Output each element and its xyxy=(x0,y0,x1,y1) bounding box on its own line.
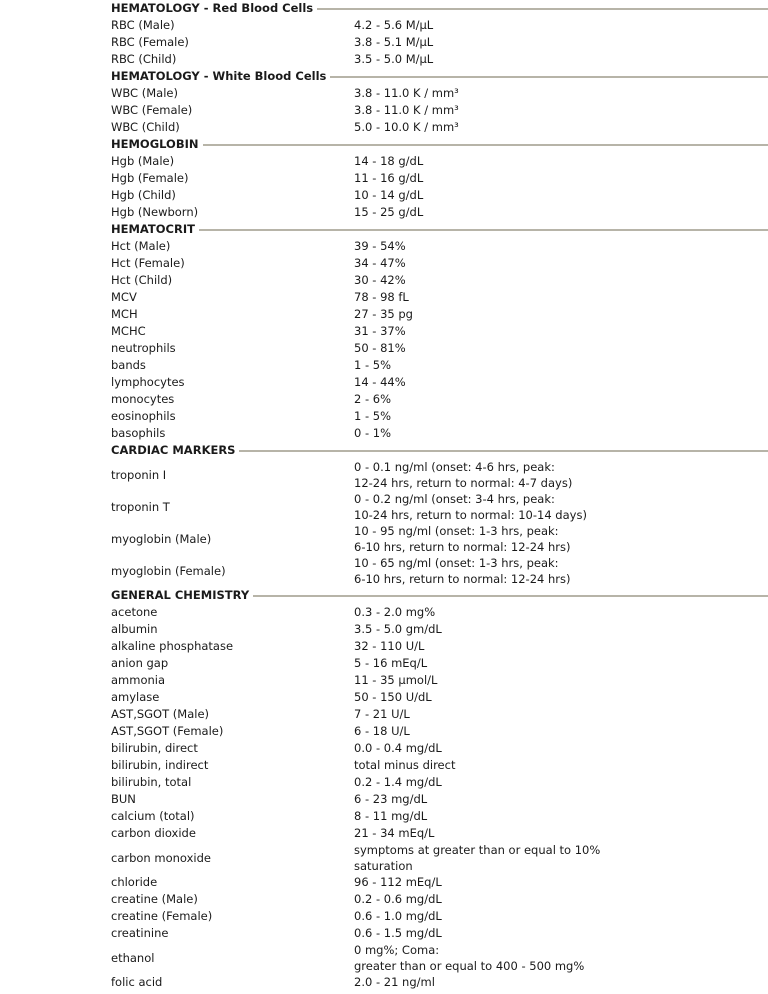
section-header-hematocrit xyxy=(111,221,768,238)
reference-range xyxy=(354,706,410,723)
test-name: troponin T xyxy=(111,500,170,514)
reference-range-line: 0.2 - 0.6 mg/dL xyxy=(354,892,442,906)
table-row xyxy=(111,255,768,272)
reference-range-line: 0.3 - 2.0 mg% xyxy=(354,605,436,619)
test-name: RBC (Male) xyxy=(111,18,175,32)
test-name: ethanol xyxy=(111,951,155,965)
test-name: Hgb (Male) xyxy=(111,154,175,168)
section-header-general-chemistry xyxy=(111,587,768,604)
reference-range-line: 5.0 - 10.0 K / mm³ xyxy=(354,120,459,134)
reference-range-line: 0.2 - 1.4 mg/dL xyxy=(354,775,442,789)
table-row xyxy=(111,408,768,425)
test-name: calcium (total) xyxy=(111,809,195,823)
reference-range xyxy=(354,272,406,289)
reference-range-line: 5 - 16 mEq/L xyxy=(354,656,428,670)
reference-range xyxy=(354,621,442,638)
table-row xyxy=(111,51,768,68)
section-divider xyxy=(111,229,768,231)
reference-range-line: 10-24 hrs, return to normal: 10-14 days) xyxy=(354,508,587,522)
table-row xyxy=(111,621,768,638)
table-row xyxy=(111,874,768,891)
table-row xyxy=(111,85,768,102)
table-row xyxy=(111,272,768,289)
reference-range-line: 30 - 42% xyxy=(354,273,406,287)
test-name: carbon monoxide xyxy=(111,851,211,865)
test-name: troponin I xyxy=(111,468,167,482)
section-header-hematology-red-blood-cells xyxy=(111,0,768,17)
table-row xyxy=(111,119,768,136)
reference-range-line: symptoms at greater than or equal to 10% xyxy=(354,843,601,857)
test-name: alkaline phosphatase xyxy=(111,639,234,653)
test-name: basophils xyxy=(111,426,166,440)
reference-range xyxy=(354,974,435,991)
test-name: MCH xyxy=(111,307,138,321)
reference-range xyxy=(354,925,442,942)
table-row xyxy=(111,306,768,323)
section-title: HEMOGLOBIN xyxy=(111,136,203,153)
reference-range xyxy=(354,891,442,908)
table-row xyxy=(111,391,768,408)
reference-range xyxy=(354,170,423,187)
reference-range-line: 7 - 21 U/L xyxy=(354,707,410,721)
test-name: Hgb (Female) xyxy=(111,171,189,185)
section-title: CARDIAC MARKERS xyxy=(111,442,239,459)
test-name: lymphocytes xyxy=(111,375,185,389)
table-row xyxy=(111,425,768,442)
reference-range xyxy=(354,102,459,119)
test-name: monocytes xyxy=(111,392,175,406)
test-name: folic acid xyxy=(111,975,163,989)
reference-range-line: 21 - 34 mEq/L xyxy=(354,826,435,840)
reference-range-line: 0.0 - 0.4 mg/dL xyxy=(354,741,442,755)
table-row xyxy=(111,974,768,991)
reference-range xyxy=(354,491,587,523)
reference-range-line: 12-24 hrs, return to normal: 4-7 days) xyxy=(354,476,573,490)
reference-range xyxy=(354,238,406,255)
reference-range-line: 14 - 44% xyxy=(354,375,406,389)
reference-range-line: 10 - 65 ng/ml (onset: 1-3 hrs, peak: xyxy=(354,556,559,570)
reference-range xyxy=(354,425,391,442)
table-row xyxy=(111,170,768,187)
table-row xyxy=(111,102,768,119)
table-row xyxy=(111,153,768,170)
reference-range xyxy=(354,523,570,555)
reference-range-line: 6 - 18 U/L xyxy=(354,724,410,738)
reference-range xyxy=(354,17,433,34)
reference-range-line: 0 - 0.2 ng/ml (onset: 3-4 hrs, peak: xyxy=(354,492,555,506)
reference-range xyxy=(354,391,391,408)
reference-range xyxy=(354,357,391,374)
reference-range xyxy=(354,340,406,357)
reference-range-line: 10 - 14 g/dL xyxy=(354,188,424,202)
table-row xyxy=(111,374,768,391)
section-title: HEMATOLOGY - Red Blood Cells xyxy=(111,0,317,17)
test-name: amylase xyxy=(111,690,160,704)
test-name: acetone xyxy=(111,605,158,619)
test-name: creatinine xyxy=(111,926,169,940)
test-name: neutrophils xyxy=(111,341,176,355)
test-name: AST,SGOT (Male) xyxy=(111,707,210,721)
table-row xyxy=(111,638,768,655)
test-name: Hgb (Newborn) xyxy=(111,205,199,219)
reference-range-line: 39 - 54% xyxy=(354,239,406,253)
table-row xyxy=(111,655,768,672)
reference-range-line: 2 - 6% xyxy=(354,392,392,406)
section-header-hematology-white-blood-cells xyxy=(111,68,768,85)
reference-range-line: 0 - 1% xyxy=(354,426,392,440)
reference-range xyxy=(354,908,442,925)
reference-range-line: 34 - 47% xyxy=(354,256,406,270)
test-name: bilirubin, direct xyxy=(111,741,198,755)
test-name: bilirubin, indirect xyxy=(111,758,209,772)
table-row xyxy=(111,604,768,621)
table-row xyxy=(111,825,768,842)
reference-range xyxy=(354,689,432,706)
reference-range xyxy=(354,672,437,689)
table-row xyxy=(111,238,768,255)
table-row xyxy=(111,34,768,51)
test-name: WBC (Female) xyxy=(111,103,193,117)
section-title: GENERAL CHEMISTRY xyxy=(111,587,253,604)
test-name: anion gap xyxy=(111,656,169,670)
section-header-hemoglobin xyxy=(111,136,768,153)
table-row xyxy=(111,891,768,908)
reference-range-line: 11 - 16 g/dL xyxy=(354,171,424,185)
table-row xyxy=(111,842,768,874)
table-row xyxy=(111,925,768,942)
test-name: bands xyxy=(111,358,146,372)
test-name: carbon dioxide xyxy=(111,826,196,840)
reference-range xyxy=(354,374,406,391)
test-name: chloride xyxy=(111,875,158,889)
reference-range-line: 15 - 25 g/dL xyxy=(354,205,424,219)
test-name: albumin xyxy=(111,622,158,636)
table-row xyxy=(111,723,768,740)
test-name: creatine (Male) xyxy=(111,892,198,906)
reference-range-line: 4.2 - 5.6 M/µL xyxy=(354,18,434,32)
reference-range-line: saturation xyxy=(354,859,413,873)
table-row xyxy=(111,323,768,340)
test-name: myoglobin (Female) xyxy=(111,564,226,578)
table-row xyxy=(111,672,768,689)
table-row xyxy=(111,187,768,204)
reference-range xyxy=(354,604,435,621)
reference-range-line: 3.8 - 5.1 M/µL xyxy=(354,35,434,49)
table-row xyxy=(111,740,768,757)
reference-range-line: 6-10 hrs, return to normal: 12-24 hrs) xyxy=(354,540,571,554)
test-name: WBC (Male) xyxy=(111,86,178,100)
reference-range xyxy=(354,204,423,221)
reference-range-line: 32 - 110 U/L xyxy=(354,639,425,653)
test-name: bilirubin, total xyxy=(111,775,192,789)
reference-range xyxy=(354,842,600,874)
reference-range-line: total minus direct xyxy=(354,758,456,772)
reference-range-line: 1 - 5% xyxy=(354,409,392,423)
reference-range-line: greater than or equal to 400 - 500 mg% xyxy=(354,959,585,973)
reference-range xyxy=(354,942,584,974)
table-row xyxy=(111,17,768,34)
reference-range-line: 3.5 - 5.0 M/µL xyxy=(354,52,434,66)
reference-range xyxy=(354,757,455,774)
reference-range xyxy=(354,408,391,425)
reference-range xyxy=(354,85,459,102)
table-row xyxy=(111,491,768,523)
test-name: AST,SGOT (Female) xyxy=(111,724,224,738)
reference-range-line: 3.5 - 5.0 gm/dL xyxy=(354,622,442,636)
section-title: HEMATOCRIT xyxy=(111,221,199,238)
reference-range-line: 50 - 150 U/dL xyxy=(354,690,432,704)
reference-range xyxy=(354,808,427,825)
table-row xyxy=(111,340,768,357)
test-name: BUN xyxy=(111,792,136,806)
reference-range-line: 96 - 112 mEq/L xyxy=(354,875,442,889)
reference-range-line: 6 - 23 mg/dL xyxy=(354,792,428,806)
reference-range-line: 3.8 - 11.0 K / mm³ xyxy=(354,86,459,100)
reference-range-line: 0.6 - 1.0 mg/dL xyxy=(354,909,442,923)
table-row xyxy=(111,808,768,825)
reference-range-line: 6-10 hrs, return to normal: 12-24 hrs) xyxy=(354,572,571,586)
test-name: Hct (Female) xyxy=(111,256,185,270)
test-name: MCV xyxy=(111,290,137,304)
test-name: creatine (Female) xyxy=(111,909,213,923)
test-name: ammonia xyxy=(111,673,166,687)
reference-range xyxy=(354,459,572,491)
test-name: myoglobin (Male) xyxy=(111,532,212,546)
test-name: Hct (Child) xyxy=(111,273,173,287)
reference-range xyxy=(354,153,423,170)
reference-range xyxy=(354,874,442,891)
reference-range xyxy=(354,638,424,655)
reference-range-line: 78 - 98 fL xyxy=(354,290,409,304)
reference-range-line: 2.0 - 21 ng/ml xyxy=(354,975,435,989)
reference-range xyxy=(354,255,406,272)
reference-range xyxy=(354,723,410,740)
table-row xyxy=(111,289,768,306)
table-row xyxy=(111,706,768,723)
reference-range xyxy=(354,655,427,672)
reference-range-line: 50 - 81% xyxy=(354,341,406,355)
reference-range xyxy=(354,187,423,204)
reference-range xyxy=(354,825,434,842)
reference-range-line: 0 mg%; Coma: xyxy=(354,943,440,957)
reference-range-line: 0.6 - 1.5 mg/dL xyxy=(354,926,442,940)
section-divider xyxy=(111,144,768,146)
reference-range-line: 1 - 5% xyxy=(354,358,392,372)
table-row xyxy=(111,757,768,774)
table-row xyxy=(111,942,768,974)
reference-range-line: 3.8 - 11.0 K / mm³ xyxy=(354,103,459,117)
reference-range xyxy=(354,51,433,68)
section-header-cardiac-markers xyxy=(111,442,768,459)
table-row xyxy=(111,791,768,808)
reference-range-line: 0 - 0.1 ng/ml (onset: 4-6 hrs, peak: xyxy=(354,460,555,474)
reference-range-line: 14 - 18 g/dL xyxy=(354,154,424,168)
reference-range-line: 31 - 37% xyxy=(354,324,406,338)
reference-range-line: 8 - 11 mg/dL xyxy=(354,809,428,823)
table-row xyxy=(111,555,768,587)
reference-range xyxy=(354,555,570,587)
section-title: HEMATOLOGY - White Blood Cells xyxy=(111,68,330,85)
table-row xyxy=(111,774,768,791)
test-name: eosinophils xyxy=(111,409,176,423)
reference-range xyxy=(354,323,406,340)
test-name: Hct (Male) xyxy=(111,239,171,253)
reference-range xyxy=(354,289,409,306)
test-name: RBC (Female) xyxy=(111,35,189,49)
table-row xyxy=(111,357,768,374)
reference-range xyxy=(354,774,442,791)
table-row xyxy=(111,908,768,925)
table-row xyxy=(111,204,768,221)
reference-range-line: 27 - 35 pg xyxy=(354,307,413,321)
reference-range xyxy=(354,306,413,323)
reference-range xyxy=(354,740,442,757)
table-row xyxy=(111,459,768,491)
test-name: WBC (Child) xyxy=(111,120,180,134)
reference-range-line: 11 - 35 µmol/L xyxy=(354,673,438,687)
table-row xyxy=(111,689,768,706)
reference-range xyxy=(354,34,433,51)
reference-range xyxy=(354,791,427,808)
table-row xyxy=(111,523,768,555)
test-name: RBC (Child) xyxy=(111,52,177,66)
reference-range-line: 10 - 95 ng/ml (onset: 1-3 hrs, peak: xyxy=(354,524,559,538)
reference-range xyxy=(354,119,459,136)
test-name: MCHC xyxy=(111,324,146,338)
test-name: Hgb (Child) xyxy=(111,188,176,202)
